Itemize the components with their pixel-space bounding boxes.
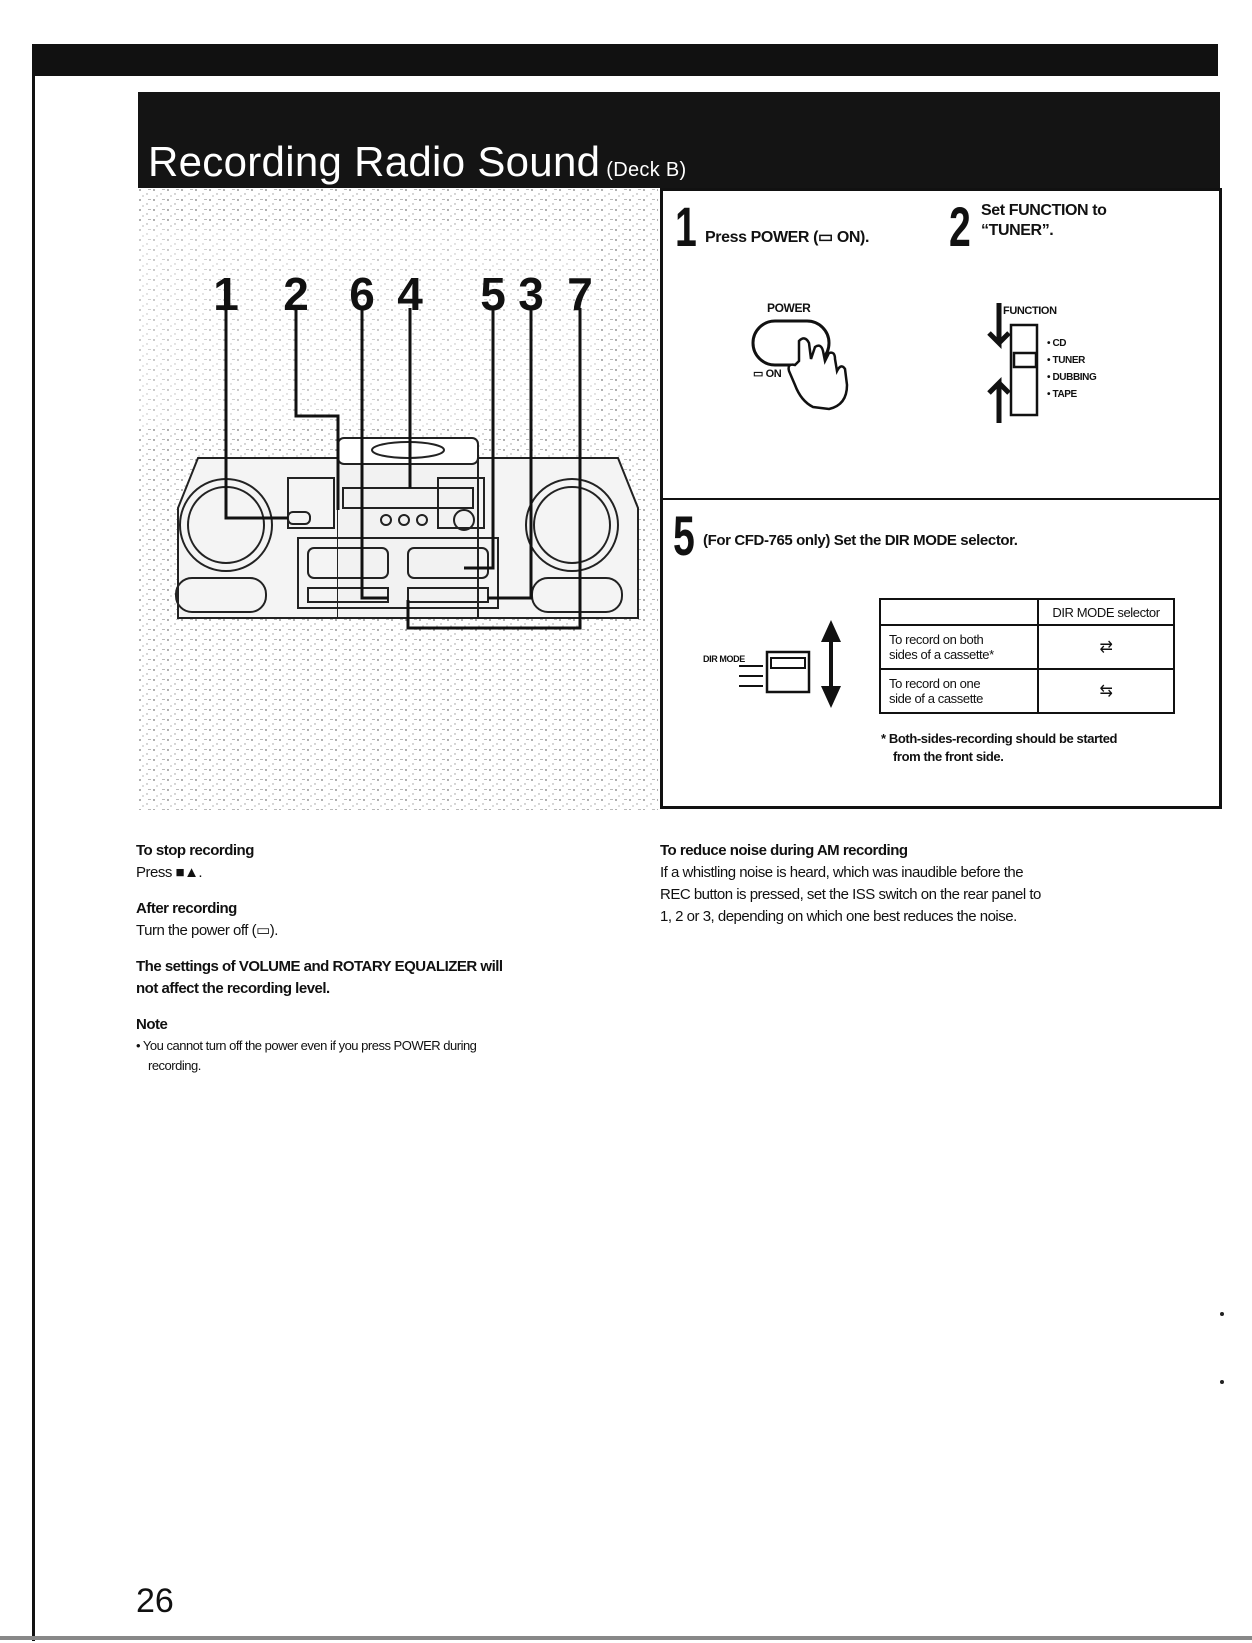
page-title xyxy=(148,138,686,186)
function-options xyxy=(1047,335,1096,403)
callout-6: 6 xyxy=(349,268,375,320)
steps-1-2-panel xyxy=(660,188,1222,501)
callout-3: 3 xyxy=(518,268,544,320)
on-label: ▭ ON xyxy=(753,368,782,380)
top-bar xyxy=(32,44,1218,76)
section-header xyxy=(138,92,1220,188)
callout-2: 2 xyxy=(283,268,309,320)
both-sides-symbol: ⇄ xyxy=(1038,625,1174,669)
callout-4: 4 xyxy=(397,268,423,320)
note-line1: • You cannot turn off the power even if you press POWER during xyxy=(136,1038,477,1053)
power-button-icon xyxy=(743,311,873,421)
option-cd: • CD xyxy=(1047,338,1067,349)
settings-note-line2: not affect the recording level. xyxy=(136,980,330,997)
margin-dot xyxy=(1220,1380,1224,1384)
dir-mode-label: DIR MODE xyxy=(703,654,745,664)
step2-text-line2: “TUNER”. xyxy=(981,222,1054,239)
margin-dot xyxy=(1220,1312,1224,1316)
footnote-line1: * Both-sides-recording should be started xyxy=(881,731,1118,746)
step2-number: 2 xyxy=(949,195,971,258)
table-header: DIR MODE selector xyxy=(1038,599,1174,625)
dir-mode-switch-icon xyxy=(723,620,863,710)
title-text: Recording Radio Sound xyxy=(148,138,601,185)
step-5-panel xyxy=(660,498,1222,809)
page-number: 26 xyxy=(136,1582,174,1620)
function-label: FUNCTION xyxy=(1003,305,1057,317)
step5-text: (For CFD-765 only) Set the DIR MODE selector. xyxy=(703,532,1018,549)
note-heading: Note xyxy=(136,1016,168,1033)
power-label: POWER xyxy=(767,301,811,315)
noise-line1: If a whistling noise is heard, which was inaudible before the xyxy=(660,864,1024,881)
step2-text xyxy=(981,201,1107,241)
settings-note-line1: The settings of VOLUME and ROTARY EQUALIZER will xyxy=(136,958,503,975)
callout-5: 5 xyxy=(480,268,506,320)
noise-line2: REC button is pressed, set the ISS switch on the rear panel to xyxy=(660,886,1041,903)
table-blank-cell xyxy=(880,599,1038,625)
table-footnote xyxy=(881,730,1117,766)
row1-label-line2: sides of a cassette* xyxy=(889,647,994,662)
after-recording-text: Turn the power off (▭). xyxy=(136,922,278,939)
one-side-symbol: ⇆ xyxy=(1038,669,1174,713)
function-slider-icon xyxy=(981,303,1041,423)
row2-label-line2: side of a cassette xyxy=(889,691,983,706)
title-subtitle: (Deck B) xyxy=(606,159,687,181)
option-dubbing: • DUBBING xyxy=(1047,372,1097,383)
step2-text-line1: Set FUNCTION to xyxy=(981,202,1107,219)
right-notes xyxy=(660,840,1180,928)
row2-label-line1: To record on one xyxy=(889,676,981,691)
note-line2: recording. xyxy=(148,1058,201,1073)
footnote-line2: from the front side. xyxy=(893,749,1004,764)
option-tuner: • TUNER xyxy=(1047,355,1085,366)
stop-recording-text: Press ■▲. xyxy=(136,864,203,881)
stereo-drawing xyxy=(138,188,658,810)
left-notes xyxy=(136,840,606,1076)
row-label xyxy=(880,625,1038,669)
left-rule xyxy=(32,76,35,1641)
callout-7: 7 xyxy=(567,268,593,320)
option-tape: • TAPE xyxy=(1047,389,1077,400)
callout-1: 1 xyxy=(213,268,239,320)
table-row xyxy=(880,669,1174,713)
stereo-illustration xyxy=(138,188,658,810)
dir-mode-table xyxy=(879,598,1175,714)
step1-number: 1 xyxy=(675,195,697,258)
row-label xyxy=(880,669,1038,713)
table-row xyxy=(880,625,1174,669)
noise-line3: 1, 2 or 3, depending on which one best reduces the noise. xyxy=(660,908,1017,925)
stop-recording-heading: To stop recording xyxy=(136,842,254,859)
row1-label-line1: To record on both xyxy=(889,632,984,647)
step1-text: Press POWER (▭ ON). xyxy=(705,229,869,246)
noise-heading: To reduce noise during AM recording xyxy=(660,842,908,859)
after-recording-heading: After recording xyxy=(136,900,237,917)
bottom-rule xyxy=(0,1636,1252,1640)
step5-number: 5 xyxy=(673,504,695,567)
